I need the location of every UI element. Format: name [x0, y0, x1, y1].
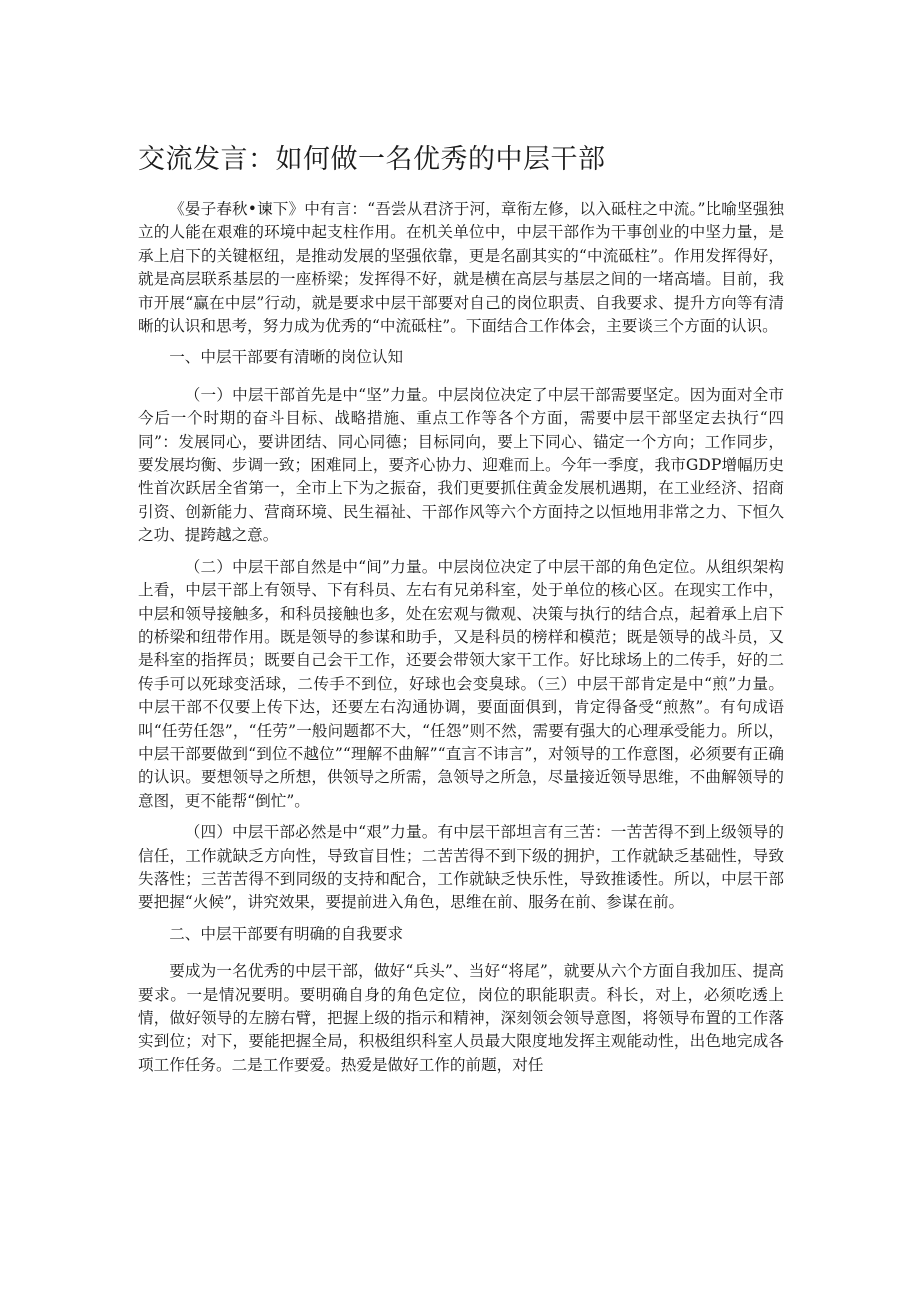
section-1-paragraph-3: （四）中层干部必然是中“艰”力量。有中层干部坦言有三苦：一苦苦得不到上级领导的信任，工作就缺乏方向性，导致盲目性；二苦苦得不到下级的拥护，工作就缺乏基础性，导致失落性；三苦苦得不到同级的支持和配合，工作就缺乏快乐性，导致推诿性。所以，中层干部要把握“火候”，讲究效果，要提前进入角色，思维在前、服务在前、参谋在前。 [138, 823, 784, 912]
section-2-heading: 二、中层干部要有明确的自我要求 [169, 924, 404, 943]
section-1-paragraph-2: （二）中层干部自然是中“间”力量。中层岗位决定了中层干部的角色定位。从组织架构上看，中层干部上有领导、下有科员、左右有兄弟科室，处于单位的核心区。在现实工作中，中层和领导接触多，和科员接触也多，处在宏观与微观、决策与执行的结合点，起着承上启下的桥梁和纽带作用。既是领导的参谋和助手，又是科员的榜样和模范；既是领导的战斗员，又是科室的指挥员；既要自己会干工作，还要会带领大家干工作。好比球场上的二传手，好的二传手可以死球变活球，二传手不到位，好球也会变臭球。（三）中层干部肯定是中“煎”力量。中层干部不仅要上传下达，还要左右沟通协调，要面面俱到，肯定得备受“煎熬”。有句成语叫“任劳任怨”，“任劳”一般问题都不大，“任怨”则不然，需要有强大的心理承受能力。所以，中层干部要做到“到位不越位”“理解不曲解”“直言不讳言”，对领导的工作意图，必须要有正确的认识。要想领导之所想，供领导之所需，急领导之所急，尽量接近领导思维，不曲解领导的意图，更不能帮“倒忙”。 [138, 557, 784, 810]
document-page [138, 140, 784, 1085]
section-1-paragraph-1: （一）中层干部首先是中“坚”力量。中层岗位决定了中层干部需要坚定。因为面对全市今后一个时期的奋斗目标、战略措施、重点工作等各个方面，需要中层干部坚定去执行“四同”：发展同心，要讲团结、同心同德；目标同向，要上下同心、锚定一个方向；工作同步，要发展均衡、步调一致；困难同上，要齐心协力、迎难而上。今年一季度，我市GDP增幅历史性首次跃居全省第一，全市上下为之振奋，我们更要抓住黄金发展机遇期，在工业经济、招商引资、创新能力、营商环境、民生福祉、干部作风等六个方面持之以恒地用非常之力、下恒久之功、提跨越之意。 [138, 385, 784, 545]
section-2-paragraph-1: 要成为一名优秀的中层干部，做好“兵头”、当好“将尾”，就要从六个方面自我加压、提高要求。一是情况要明。要明确自身的角色定位，岗位的职能职责。科长，对上，必须吃透上情，做好领导的左膀右臂，把握上级的指示和精神，深刻领会领导意图，将领导布置的工作落实到位；对下，要能把握全局，积极组织科室人员最大限度地发挥主观能动性，出色地完成各项工作任务。二是工作要爱。热爱是做好工作的前题，对任 [138, 962, 784, 1074]
document-title: 交流发言：如何做一名优秀的中层干部 [138, 144, 606, 175]
section-1-heading: 一、中层干部要有清晰的岗位认知 [169, 348, 404, 367]
intro-paragraph: 《晏子春秋•谏下》中有言：“吾尝从君济于河，章衔左修，以入砥柱之中流。”比喻坚强独立的人能在艰难的环境中起支柱作用。在机关单位中，中层干部作为干事创业的中坚力量，是承上启下的关键枢纽，是推动发展的坚强依靠，更是名副其实的“中流砥柱”。作用发挥得好，就是高层联系基层的一座桥梁；发挥得不好，就是横在高层与基层之间的一堵高墙。目前，我市开展“赢在中层”行动，就是要求中层干部要对自己的岗位职责、自我要求、提升方向等有清晰的认识和思考，努力成为优秀的“中流砥柱”。下面结合工作体会，主要谈三个方面的认识。 [138, 200, 784, 336]
